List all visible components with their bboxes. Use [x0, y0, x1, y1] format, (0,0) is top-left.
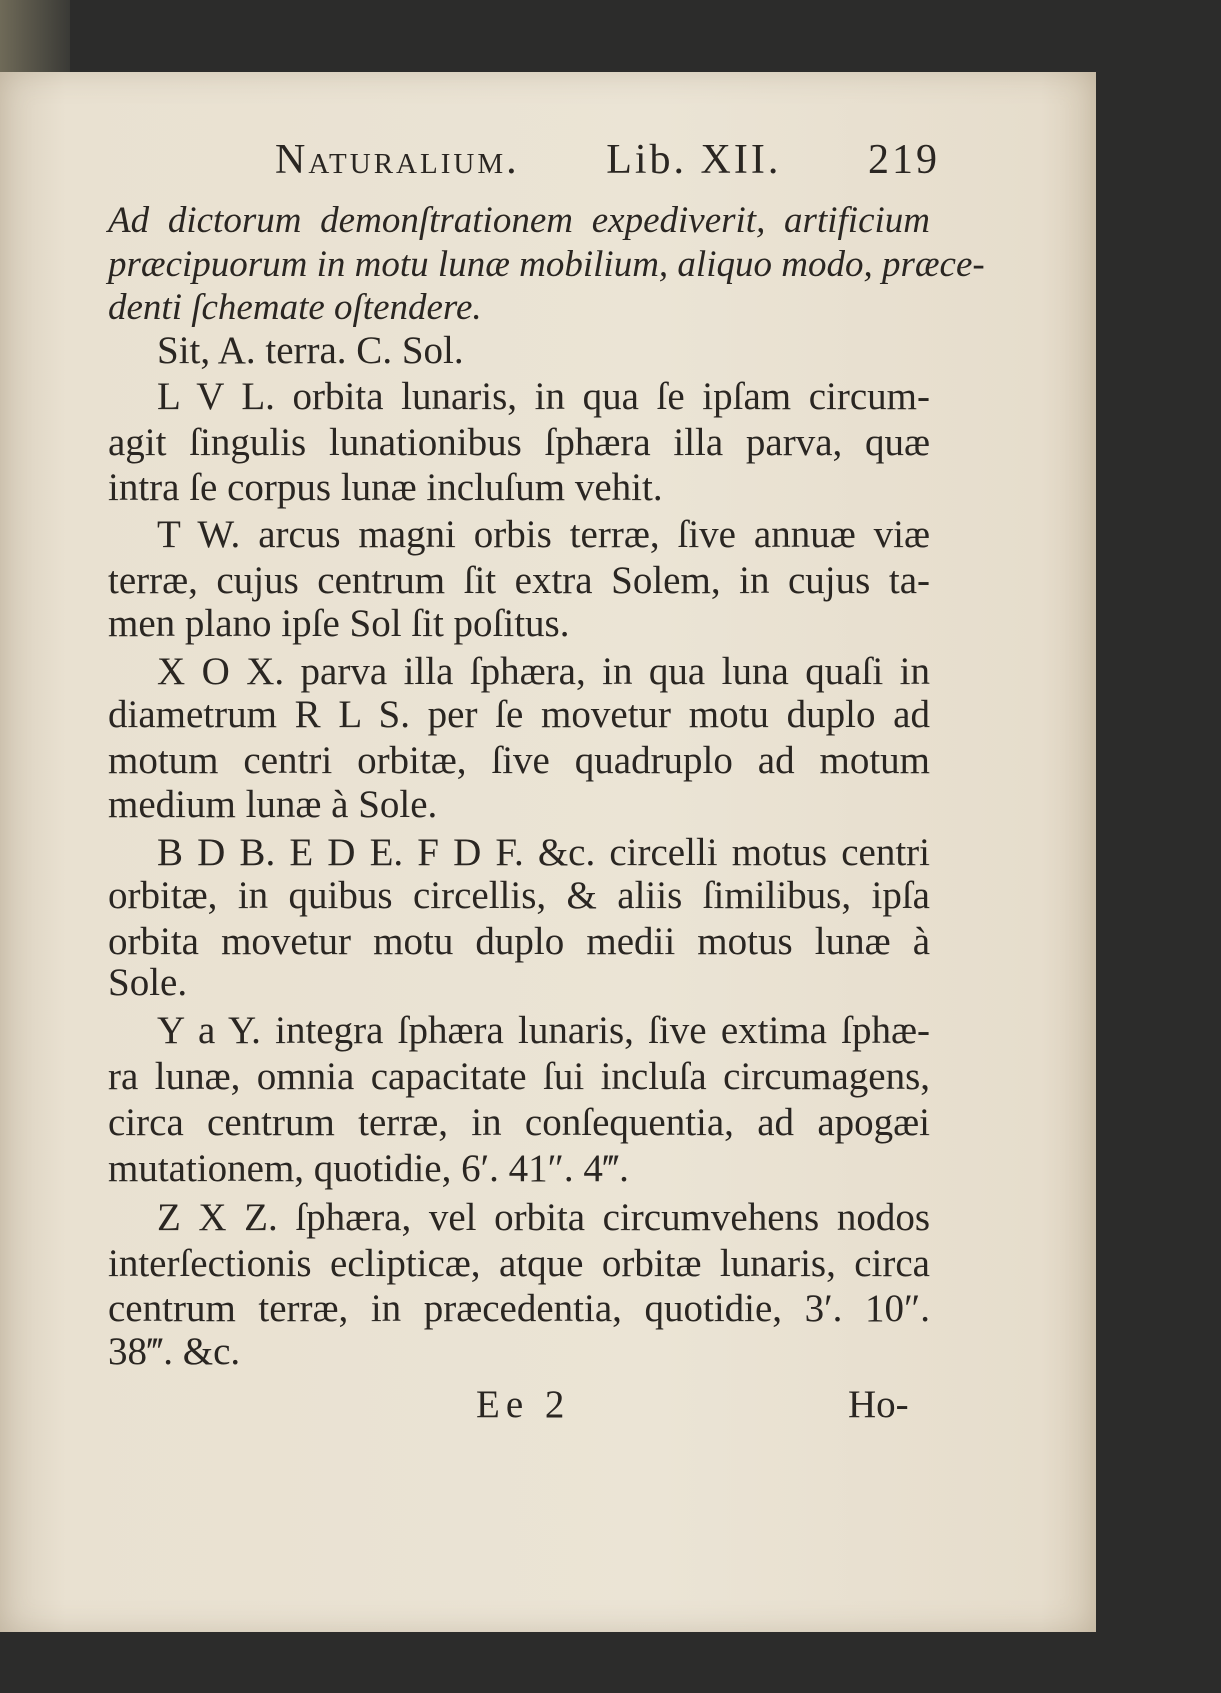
text-line: intra ſe corpus lunæ incluſum vehit.	[108, 466, 663, 509]
text-line: agit ſingulis lunationibus ſphæra illa parva, quæ	[108, 421, 930, 464]
signature-mark: Ee 2	[476, 1383, 571, 1426]
text-line: medium lunæ à Sole.	[108, 783, 438, 826]
text-line: diametrum R L S. per ſe movetur motu duplo ad	[108, 693, 930, 736]
text-line: ra lunæ, omnia capacitate ſui incluſa circumagens,	[108, 1055, 930, 1098]
text-line: circa centrum terræ, in conſequentia, ad apogæi	[108, 1101, 930, 1144]
text-line: orbita movetur motu duplo medii motus lunæ à	[108, 920, 930, 963]
text-line: T W. arcus magni orbis terræ, ſive annuæ viæ	[157, 513, 930, 556]
text-line: Ad dictorum demonſtrationem expediverit, artificium	[108, 200, 930, 241]
page-number: 219	[868, 137, 940, 183]
text-line: præcipuorum in motu lunæ mobilium, aliquo modo, præce-	[108, 244, 985, 285]
text-line: Y a Y. integra ſphæra lunaris, ſive extima ſphæ-	[157, 1009, 930, 1052]
book-number: Lib. XII.	[606, 137, 782, 183]
text-line: interſectionis eclipticæ, atque orbitæ lunaris, circa	[108, 1242, 930, 1285]
text-line: mutationem, quotidie, 6′. 41″. 4‴.	[108, 1147, 629, 1190]
text-line: 38‴. &c.	[108, 1330, 241, 1373]
text-line: B D B. E D E. F D F. &c. circelli motus centri	[157, 831, 930, 874]
text-line: terræ, cujus centrum ſit extra Solem, in cujus ta-	[108, 559, 930, 602]
text-line: L V L. orbita lunaris, in qua ſe ipſam circum-	[157, 375, 930, 418]
book-edge	[0, 0, 70, 72]
text-line: centrum terræ, in præcedentia, quotidie, 3′. 10″.	[108, 1287, 930, 1330]
text-line: X O X. parva illa ſphæra, in qua luna quaſi in	[157, 650, 930, 693]
running-title: Naturalium.	[275, 137, 520, 183]
text-line: men plano ipſe Sol ſit poſitus.	[108, 602, 570, 645]
text-line: denti ſchemate oſtendere.	[108, 287, 482, 328]
text-line: Sole.	[108, 961, 188, 1004]
text-line: Sit, A. terra. C. Sol.	[157, 329, 464, 372]
text-line: orbitæ, in quibus circellis, & aliis ſimilibus, ipſa	[108, 874, 930, 917]
catchword: Ho-	[848, 1383, 909, 1426]
text-line: Z X Z. ſphæra, vel orbita circumvehens nodos	[157, 1196, 930, 1239]
text-line: motum centri orbitæ, ſive quadruplo ad motum	[108, 739, 930, 782]
running-header	[275, 136, 940, 184]
